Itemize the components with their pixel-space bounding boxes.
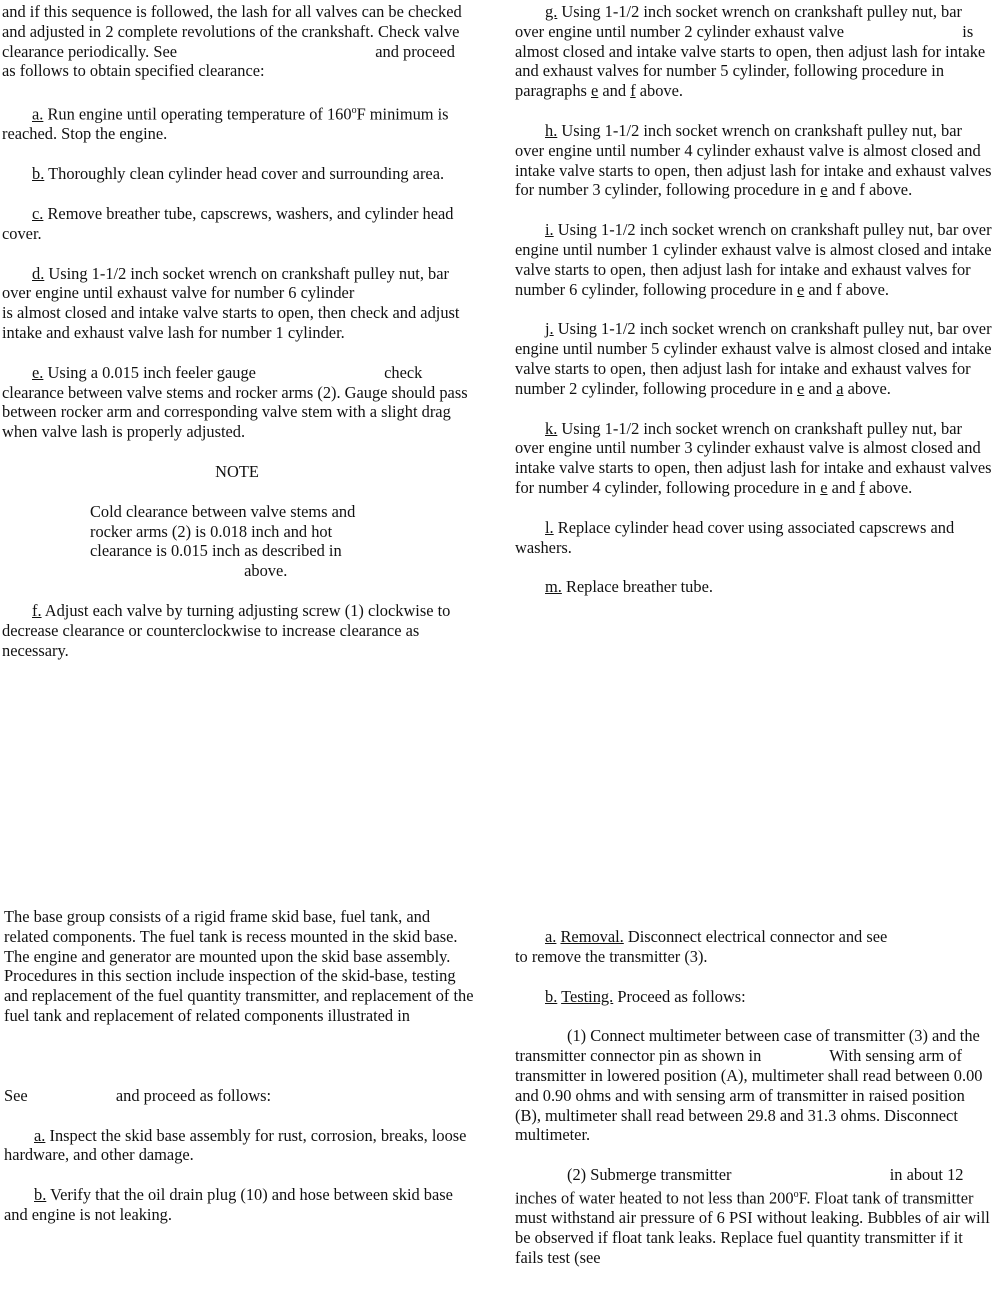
testing-substep-1: (1) Connect multimeter between case of transmitter (3) and the transmitter connector pin as shown in With sensing arm of transmitter in lowered position (A), multimeter shall read between 0.00 and 0.90 ohms and with sensing arm of transmitter in raised position (B), multimeter shall read between 29.8 and 31.3 ohms. Disconnect multimeter. xyxy=(515,1026,983,1145)
step-e: e. Using a 0.015 inch feeler gauge check clearance between valve stems and rocker arms (2). Gauge should pass between rocker arm and corresponding valve stem with a slight drag when valve lash is properly adjusted. xyxy=(2,362,468,442)
step-i: i. Using 1-1/2 inch socket wrench on crankshaft pulley nut, bar over engine until number 1 cylinder exhaust valve is almost closed and intake valve starts to open, then adjust lash for intake and exhaust valves for number 6 cylinder, following procedure in e and f above. xyxy=(515,220,992,299)
step-b: b. Thoroughly clean cylinder head cover and surrounding area. xyxy=(32,164,445,184)
inspect-step-b: b. Verify that the oil drain plug (10) and hose between skid base and engine is not leaking. xyxy=(4,1185,453,1224)
right-bottom-column xyxy=(515,927,993,1288)
step-j: j. Using 1-1/2 inch socket wrench on crankshaft pulley nut, bar over engine until number 5 cylinder exhaust valve is almost closed and intake valve starts to open, then adjust lash for intake and exhaust valves for number 2 cylinder, following procedure in e and a above. xyxy=(515,319,992,398)
see-reference: See and proceed as follows: xyxy=(4,1085,272,1105)
step-k: k. Using 1-1/2 inch socket wrench on crankshaft pulley nut, bar over engine until number 3 cylinder exhaust valve is almost closed and intake valve starts to open, then adjust lash for intake and exhaust valves for number 4 cylinder, following procedure in e and f above. xyxy=(515,418,992,497)
step-f: f. Adjust each valve by turning adjusting screw (1) clockwise to decrease clearance or counterclockwise to increase clearance as necessary. xyxy=(2,601,451,660)
note-body: Cold clearance between valve stems and rocker arms (2) is 0.018 inch and hot clearance is 0.015 inch as described in above. xyxy=(90,501,356,581)
testing-step: b. Testing. Proceed as follows: xyxy=(545,986,746,1006)
note-title: NOTE xyxy=(215,462,259,482)
left-top-column xyxy=(2,2,472,680)
base-group-intro: The base group consists of a rigid frame skid base, fuel tank, and related components. The fuel tank is recess mounted in the skid base. The engine and generator are mounted upon the skid base assembly. Procedures in this section include inspection of the skid-base, testing and replacement of the fuel quantity transmitter, and replacement of the fuel tank and replacement of related components illustrated in xyxy=(4,907,474,1025)
step-h: h. Using 1-1/2 inch socket wrench on crankshaft pulley nut, bar over engine until number 4 cylinder exhaust valve is almost closed and intake valve starts to open, then adjust lash for intake and exhaust valves for number 3 cylinder, following procedure in e and f above. xyxy=(515,120,992,200)
step-g: g. Using 1-1/2 inch socket wrench on crankshaft pulley nut, bar over engine until number 2 cylinder exhaust valve is almost closed and intake valve starts to open, then adjust lash for intake and exhaust valves for number 5 cylinder, following procedure in paragraphs e and f above. xyxy=(515,2,986,101)
step-a: a. Run engine until operating temperature of 160$^o$F minimum is reached. Stop the engine. xyxy=(2,104,449,144)
step-m: m. Replace breather tube. xyxy=(545,577,713,597)
intro-paragraph: and if this sequence is followed, the lash for all valves can be checked and adjusted in 2 complete revolutions of the crankshaft. Check valve clearance periodically. See and proceed as follows to obtain specified clearance: xyxy=(2,2,462,81)
step-l: l. Replace cylinder head cover using associated capscrews and washers. xyxy=(515,517,955,557)
step-d: d. Using 1-1/2 inch socket wrench on crankshaft pulley nut, bar over engine until exhaust valve for number 6 cylinder is almost closed and intake valve starts to open, then check and adjust intake and exhaust valve lash for number 1 cylinder. xyxy=(2,263,460,343)
step-c: c. Remove breather tube, capscrews, washers, and cylinder head cover. xyxy=(2,204,454,243)
removal-step: a. Removal. Disconnect electrical connector and see to remove the transmitter (3). xyxy=(515,927,888,966)
right-top-column xyxy=(515,2,993,617)
left-bottom-column xyxy=(4,907,474,1245)
testing-substep-2: (2) Submerge transmitter in about 12 inches of water heated to not less than 200$^o$F. Float tank of transmitter must withstand air pressure of 6 PSI without leaking. Bubbles of air will be observed if float tank leaks. Replace fuel quantity transmitter if it fails test (see xyxy=(515,1165,990,1267)
inspect-step-a: a. Inspect the skid base assembly for rust, corrosion, breaks, loose hardware, and other damage. xyxy=(4,1125,467,1165)
